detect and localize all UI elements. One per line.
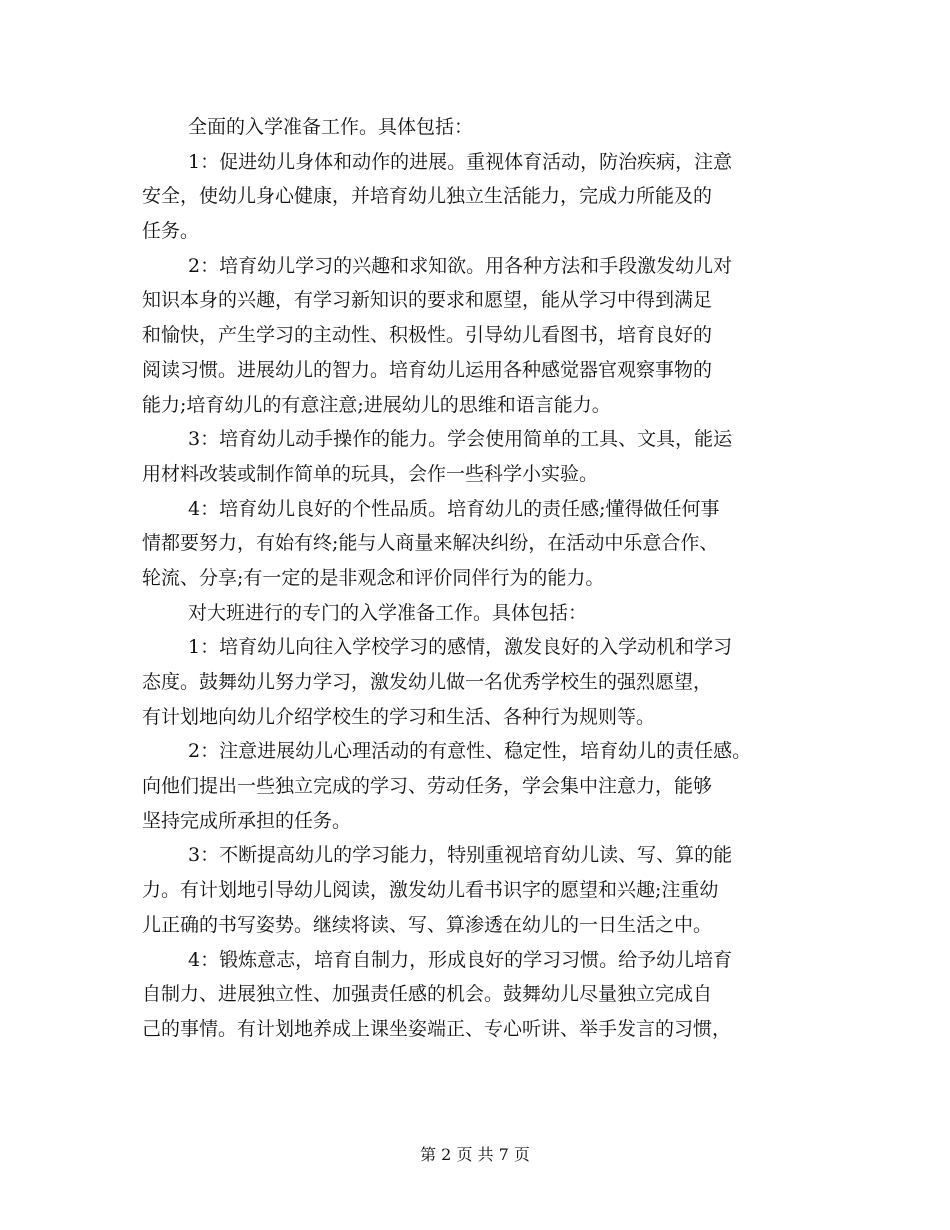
text-line: 1：促进幼儿身体和动作的进展。重视体育活动，防治疾病，注意: [188, 150, 733, 173]
text-line: 用材料改装或制作简单的玩具，会作一些科学小实验。: [142, 462, 599, 485]
text-line: 向他们提出一些独立完成的学习、劳动任务，学会集中注意力，能够: [142, 775, 713, 798]
text-line: 有计划地向幼儿介绍学校生的学习和生活、各种行为规则等。: [142, 705, 656, 728]
text-line: 3：培育幼儿动手操作的能力。学会使用简单的工具、文具，能运: [188, 428, 733, 451]
text-line: 态度。鼓舞幼儿努力学习，激发幼儿做一名优秀学校生的强烈愿望，: [142, 671, 713, 693]
text-line: 2：培育幼儿学习的兴趣和求知欲。用各种方法和手段激发幼儿对: [188, 254, 733, 277]
text-line: 自制力、进展独立性、加强责任感的机会。鼓舞幼儿尽量独立完成自: [142, 983, 713, 1006]
text-line: 轮流、分享;有一定的是非观念和评价同伴行为的能力。: [142, 566, 605, 589]
text-line: 2：注意进展幼儿心理活动的有意性、稳定性，培育幼儿的责任感。: [188, 740, 752, 763]
document-body: [142, 110, 822, 1047]
text-line: 1：培育幼儿向往入学校学习的感情，激发良好的入学动机和学习: [188, 636, 733, 659]
text-line: 任务。: [142, 220, 200, 243]
text-line: 知识本身的兴趣，有学习新知识的要求和愿望，能从学习中得到满足: [142, 289, 713, 312]
text-line: 力。有计划地引导幼儿阅读，激发幼儿看书识字的愿望和兴趣;注重幼: [142, 879, 719, 902]
text-line: 己的事情。有计划地养成上课坐姿端正、专心听讲、举手发言的习惯，: [142, 1017, 732, 1040]
text-line: 情都要努力，有始有终;能与人商量来解决纠纷，在活动中乐意合作、: [142, 532, 719, 555]
text-line: 阅读习惯。进展幼儿的智力。培育幼儿运用各种感觉器官观察事物的: [142, 358, 713, 381]
text-line: 4：锻炼意志，培育自制力，形成良好的学习习惯。给予幼儿培育: [188, 948, 733, 971]
text-line: 对大班进行的专门的入学准备工作。具体包括：: [188, 601, 588, 624]
text-line: 全面的入学准备工作。具体包括：: [188, 116, 474, 138]
page-footer: 第 2 页 共 7 页: [420, 1145, 530, 1164]
text-line: 能力;培育幼儿的有意注意;进展幼儿的思维和语言能力。: [142, 393, 611, 416]
text-line: 和愉快，产生学习的主动性、积极性。引导幼儿看图书，培育良好的: [142, 324, 713, 347]
text-line: 安全，使幼儿身心健康，并培育幼儿独立生活能力，完成力所能及的: [142, 185, 713, 208]
text-line: 3：不断提高幼儿的学习能力，特别重视培育幼儿读、写、算的能: [188, 844, 733, 867]
text-line: 坚持完成所承担的任务。: [142, 809, 352, 832]
text-line: 4：培育幼儿良好的个性品质。培育幼儿的责任感;懂得做任何事: [188, 497, 720, 520]
text-line: 儿正确的书写姿势。继续将读、写、算渗透在幼儿的一日生活之中。: [142, 913, 713, 936]
